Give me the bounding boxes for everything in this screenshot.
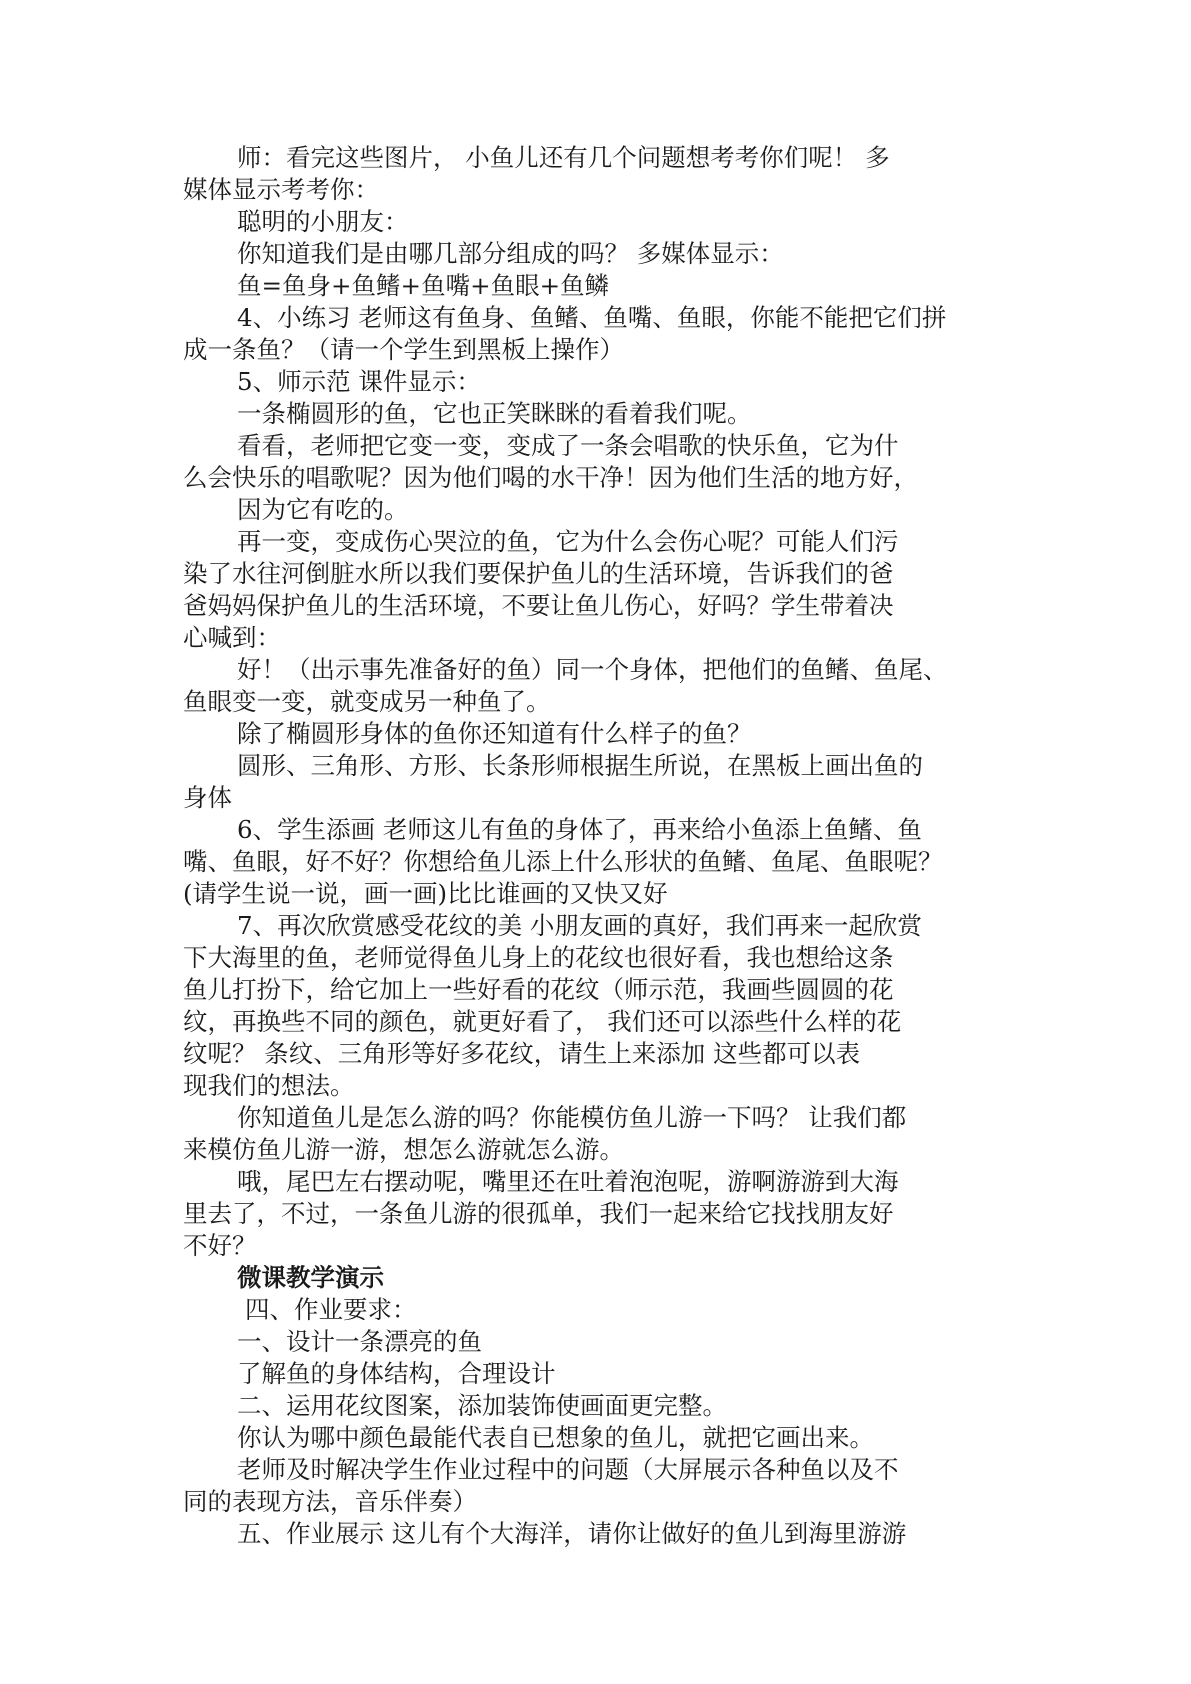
text-line: 圆形、三角形、方形、长条形师根据生所说，在黑板上画出鱼的 — [237, 751, 923, 780]
text-line: 了解鱼的身体结构，合理设计 — [237, 1359, 556, 1388]
text-line: 纹呢？ 条纹、三角形等好多花纹，请生上来添加 这些都可以表 — [183, 1039, 861, 1068]
text-line: 鱼儿打扮下，给它加上一些好看的花纹（师示范，我画些圆圆的花 — [183, 975, 894, 1004]
text-line: 嘴、鱼眼，好不好？你想给鱼儿添上什么形状的鱼鳍、鱼尾、鱼眼呢？ — [183, 847, 943, 876]
text-line: 好！（出示事先准备好的鱼）同一个身体，把他们的鱼鳍、鱼尾、 — [237, 655, 948, 684]
text-line: 老师及时解决学生作业过程中的问题（大屏展示各种鱼以及不 — [237, 1455, 899, 1484]
text-line: 染了水往河倒脏水所以我们要保护鱼儿的生活环境，告诉我们的爸 — [183, 559, 894, 588]
text-line: 现我们的想法。 — [183, 1071, 355, 1100]
text-line: 一条椭圆形的鱼，它也正笑眯眯的看着我们呢。 — [237, 399, 752, 428]
text-line: 身体 — [183, 783, 232, 812]
text-line: 看看，老师把它变一变，变成了一条会唱歌的快乐鱼，它为什 — [237, 431, 899, 460]
text-line: 里去了，不过，一条鱼儿游的很孤单，我们一起来给它找找朋友好 — [183, 1199, 894, 1228]
text-line: 纹，再换些不同的颜色，就更好看了， 我们还可以添些什么样的花 — [183, 1007, 902, 1036]
text-line: 再一变，变成伤心哭泣的鱼，它为什么会伤心呢？可能人们污 — [237, 527, 899, 556]
section-heading: 微课教学演示 — [237, 1263, 384, 1292]
text-line: 五、作业展示 这儿有个大海洋，请你让做好的鱼儿到海里游游 — [237, 1519, 907, 1548]
text-line: (请学生说一说，画一画)比比谁画的又快又好 — [183, 879, 668, 908]
text-line: 么会快乐的唱歌呢？因为他们喝的水干净！因为他们生活的地方好， — [183, 463, 918, 492]
text-line: 你认为哪中颜色最能代表自已想象的鱼儿，就把它画出来。 — [237, 1423, 874, 1452]
text-line: 一、设计一条漂亮的鱼 — [237, 1327, 482, 1356]
text-line: 6、学生添画 老师这儿有鱼的身体了，再来给小鱼添上鱼鳍、鱼 — [237, 815, 922, 844]
text-line: 鱼眼变一变，就变成另一种鱼了。 — [183, 687, 551, 716]
text-line: 4、小练习 老师这有鱼身、鱼鳍、鱼嘴、鱼眼，你能不能把它们拼 — [237, 303, 947, 332]
section-heading: 四、作业要求： — [245, 1295, 417, 1324]
text-line: 媒体显示考考你： — [183, 175, 379, 204]
text-line: 二、运用花纹图案，添加装饰使画面更完整。 — [237, 1391, 727, 1420]
text-line: 哦，尾巴左右摆动呢，嘴里还在吐着泡泡呢，游啊游游到大海 — [237, 1167, 899, 1196]
text-line: 爸妈妈保护鱼儿的生活环境，不要让鱼儿伤心，好吗？学生带着决 — [183, 591, 894, 620]
text-line: 心喊到： — [183, 623, 281, 652]
text-line: 来模仿鱼儿游一游，想怎么游就怎么游。 — [183, 1135, 624, 1164]
text-line: 师：看完这些图片， 小鱼儿还有几个问题想考考你们呢！ 多 — [237, 143, 890, 172]
text-line: 除了椭圆形身体的鱼你还知道有什么样子的鱼？ — [237, 719, 752, 748]
text-line: 鱼=鱼身+鱼鳍+鱼嘴+鱼眼+鱼鳞 — [237, 271, 610, 300]
text-line: 你知道我们是由哪几部分组成的吗？ 多媒体显示： — [237, 239, 784, 268]
text-line: 不好？ — [183, 1231, 257, 1260]
text-line: 聪明的小朋友： — [237, 207, 409, 236]
text-line: 同的表现方法，音乐伴奏） — [183, 1487, 477, 1516]
text-line: 因为它有吃的。 — [237, 495, 409, 524]
text-line: 下大海里的鱼，老师觉得鱼儿身上的花纹也很好看，我也想给这条 — [183, 943, 894, 972]
text-line: 7、再次欣赏感受花纹的美 小朋友画的真好，我们再来一起欣赏 — [237, 911, 922, 940]
text-line: 5、师示范 课件显示： — [237, 367, 481, 396]
text-line: 成一条鱼？（请一个学生到黑板上操作） — [183, 335, 624, 364]
text-line: 你知道鱼儿是怎么游的吗？你能模仿鱼儿游一下吗？ 让我们都 — [237, 1103, 907, 1132]
